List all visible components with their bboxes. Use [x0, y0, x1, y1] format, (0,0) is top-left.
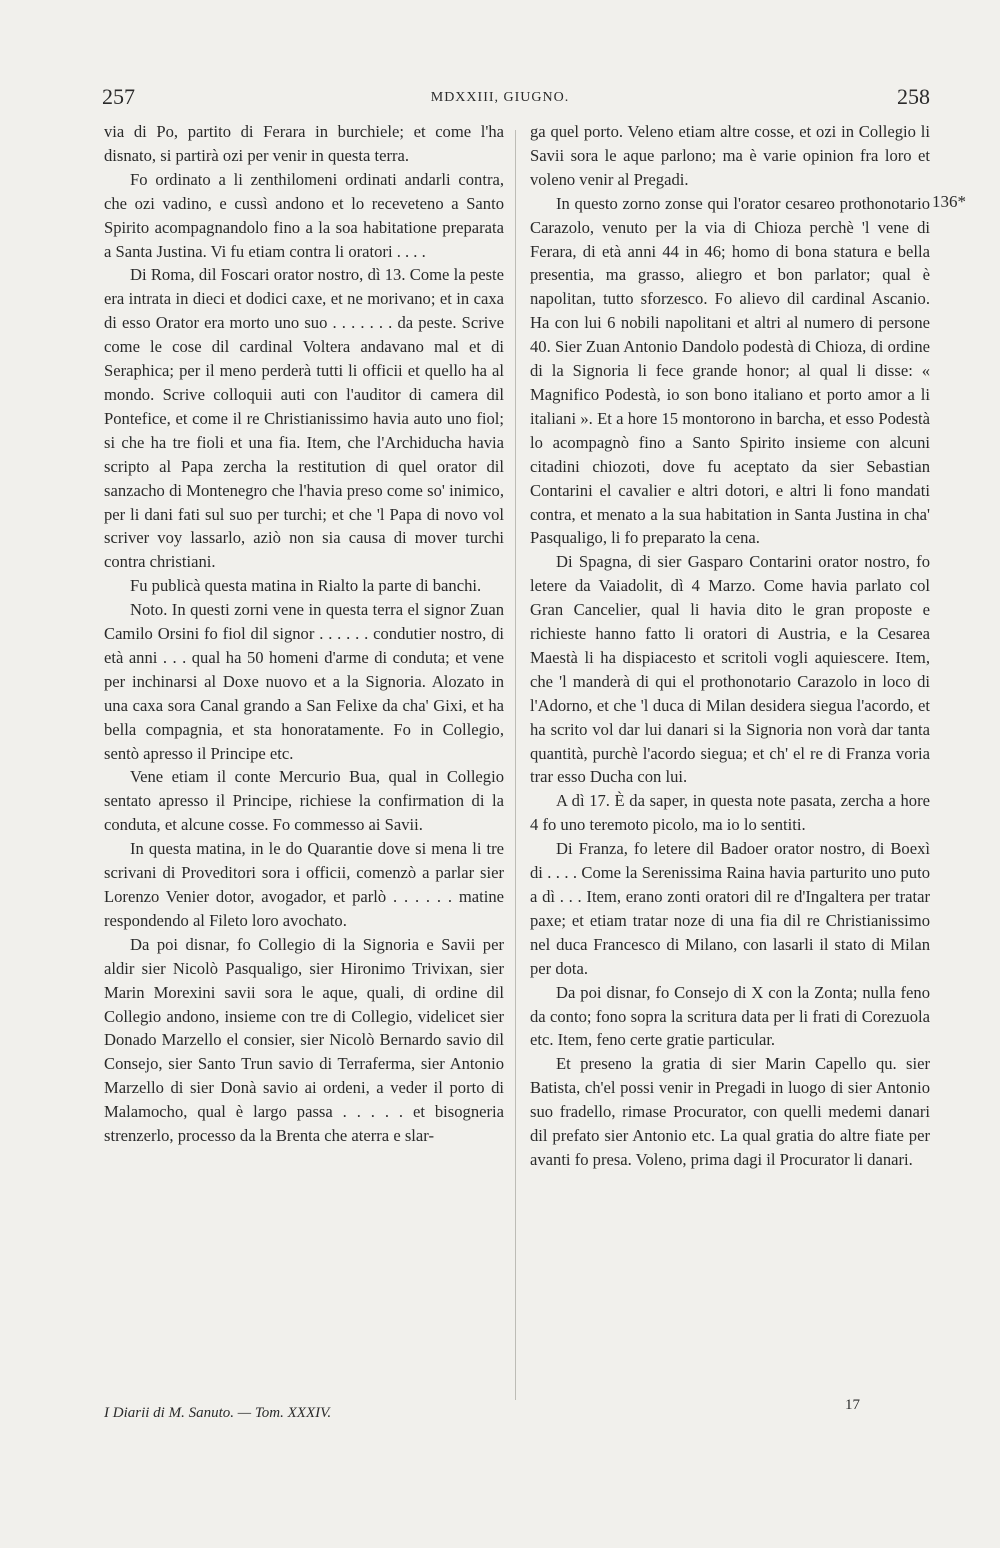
- right-column: [530, 120, 930, 1172]
- left-column: [104, 120, 504, 1148]
- footer-citation: I Diarii di M. Sanuto. — Tom. XXXIV.: [104, 1405, 332, 1421]
- paragraph: Di Spagna, di sier Gasparo Contarini orator nostro, fo letere da Vaiadolit, dì 4 Marzo. Come havia parlato col Gran Cancelier, qual li havia dito le gran proposte e richieste hanno fatto li oratori di Austria, e la Cesarea Maestà li ha dispiacesto et scritoli vogli aquiescere. Item, che 'l manderà di qui el prothonotario Carazolo in loco di l'Adorno, et che 'l duca di Milan desidera siegua l'acordo, et ha scrito vol dar lui danari si la Signoria non vorà dar tanta quantità, purchè l'acordo siegua; et ch' el re di Franza voria trar esso Ducha con lui.: [530, 552, 930, 787]
- running-title: MDXXIII, GIUGNO.: [430, 90, 570, 105]
- paragraph: Da poi disnar, fo Collegio di la Signoria e Savii per aldir sier Nicolò Pasqualigo, sier Hironimo Trivixan, sier Marin Morexini savii sora le aque, quali, di ordine dil Collegio andono, insieme con tre di Collegio, videlicet sier Donado Marzello el consier, sier Nicolò Bernardo savio dil Consejo, sier Santo Trun savio di Terraferma, sier Antonio Marzello di sier Donà savio ai ordeni, a veder il porto di Malamocho, qual è largo passa . . . . . et bisogneria strenzerlo, processo da la Brenta che aterra e slar-: [104, 934, 504, 1146]
- paragraph: In questa matina, in le do Quarantie dove si mena li tre scrivani di Proveditori sora i officii, comenzò a parlar sier Lorenzo Venier dotor, avogador, et parlò . . . . . . matine respondendo al Fileto loro avochato.: [104, 839, 504, 930]
- margin-note: 136*: [932, 192, 966, 211]
- paragraph: ga quel porto. Veleno etiam altre cosse, et ozi in Collegio li Savii sora le aque parlono; ma è varie opinion fra loro et voleno venir al Pregadi.: [530, 122, 930, 189]
- running-header: [0, 84, 1000, 114]
- paragraph: Et preseno la gratia di sier Marin Capello qu. sier Batista, ch'el possi venir in Pregadi in luogo di sier Antonio suo fradello, rimase Procurator, con quelli medemi danari dil prefato sier Antonio etc. La qual gratia do altre fiate per avanti fo presa. Voleno, prima dagi il Procurator li danari.: [530, 1054, 930, 1169]
- paragraph: via di Po, partito di Ferara in burchiele; et come l'ha disnato, si partirà ozi per venir in questa terra.: [104, 122, 504, 165]
- right-page-number: 258: [897, 84, 930, 109]
- left-page-number: 257: [102, 84, 135, 109]
- paragraph: In questo zorno zonse qui l'orator cesareo prothonotario Carazolo, venuto per la via di Chioza perchè 'l vene di Ferara, di età anni 44 in 46; homo di bona statura e bella presentia, ma grasso, aliegro et bon parlator; qual è napolitan, tutto sforzesco. Fo alievo dil cardinal Ascanio. Ha con lui 6 nobili napolitani et altri al numero di persone 40. Sier Zuan Antonio Dandolo podestà di Chioza, di ordine di la Signoria li fece grande honor; al qual li disse: « Magnifico Podestà, io son bono italiano et porto amor a li italiani ». Et a hore 15 montorono in barcha, et esso Podestà lo acompagnò fino a Santo Spirito insieme con alcuni citadini chiozoti, dove fu aceptato da sier Sebastian Contarini el cavalier e altri dotori, e altri li fono mandati contra, et menato a la sua habitation in Santa Justina in cha' Pasqualigo, li fo preparato la cena.: [530, 193, 930, 548]
- paragraph: Da poi disnar, fo Consejo di X con la Zonta; nulla feno da conto; fono sopra la scritura data per li frati di Corezuola etc. Item, feno certe gratie particular.: [530, 982, 930, 1050]
- paragraph: Di Franza, fo letere dil Badoer orator nostro, di Boexì di . . . . Come la Serenissima Raina havia parturito uno puto a dì . . . Item, erano zonti oratori dil re d'Ingaltera per tratar paxe; et etiam tratar noze di una fia dil re Christianissimo nel duca Francesco di Milano, con lasarli il stato di Milan per dota.: [530, 839, 930, 978]
- signature-mark: 17: [845, 1397, 860, 1413]
- column-divider: [515, 130, 516, 1400]
- paragraph: Noto. In questi zorni vene in questa terra el signor Zuan Camilo Orsini fo fiol dil signor . . . . . . condutier nostro, di età anni . . . qual ha 50 homeni d'arme di conduta; et vene per inchinarsi al Doxe nuovo et a la Signoria. Alozato in una caxa sora Canal grando a San Felixe da cha' Gixi, et ha bella compagnia, et sta honoratamente. Fo in Collegio, sentò apresso il Principe etc.: [104, 600, 504, 763]
- paragraph: Vene etiam il conte Mercurio Bua, qual in Collegio sentato apresso il Principe, richiese la confirmation di la conduta, et alcune cosse. Fo commesso ai Savii.: [104, 767, 504, 835]
- paragraph: Di Roma, dil Foscari orator nostro, dì 13. Come la peste era intrata in dieci et dodici caxe, et ne morivano; et in caxa di esso Orator era morto uno suo . . . . . . . da peste. Scrive come le cose dil cardinal Voltera andavano mal et di Seraphica; per il meno perderà tutti li officii et quello ha al mondo. Scrive colloquii auti con l'auditor di camera dil Pontefice, et come il re Christianissimo havia auto uno fiol; si che ha tre fioli et una fia. Item, che l'Archiducha havia scripto al Papa zercha la restitution di quel orator dil sanzacho di Montenegro che l'havia preso come so' inimico, per li dani fati sul suo per turchi; et che 'l Papa di novo vol scriver voy lassarlo, aziò non sia causa di mover turchi contra christiani.: [104, 265, 504, 572]
- paragraph: Fu publicà questa matina in Rialto la parte di banchi.: [130, 576, 482, 596]
- paragraph: Fo ordinato a li zenthilomeni ordinati andarli contra, che ozi vadino, e cussì andono et lo receveteno a Santo Spirito acompagnandolo fino a la soa habitatione preparata a Santa Justina. Vi fu etiam contra li oratori . . . .: [104, 169, 504, 261]
- paragraph: A dì 17. È da saper, in questa note pasata, zercha a hore 4 fo uno teremoto picolo, ma io lo sentiti.: [530, 791, 930, 835]
